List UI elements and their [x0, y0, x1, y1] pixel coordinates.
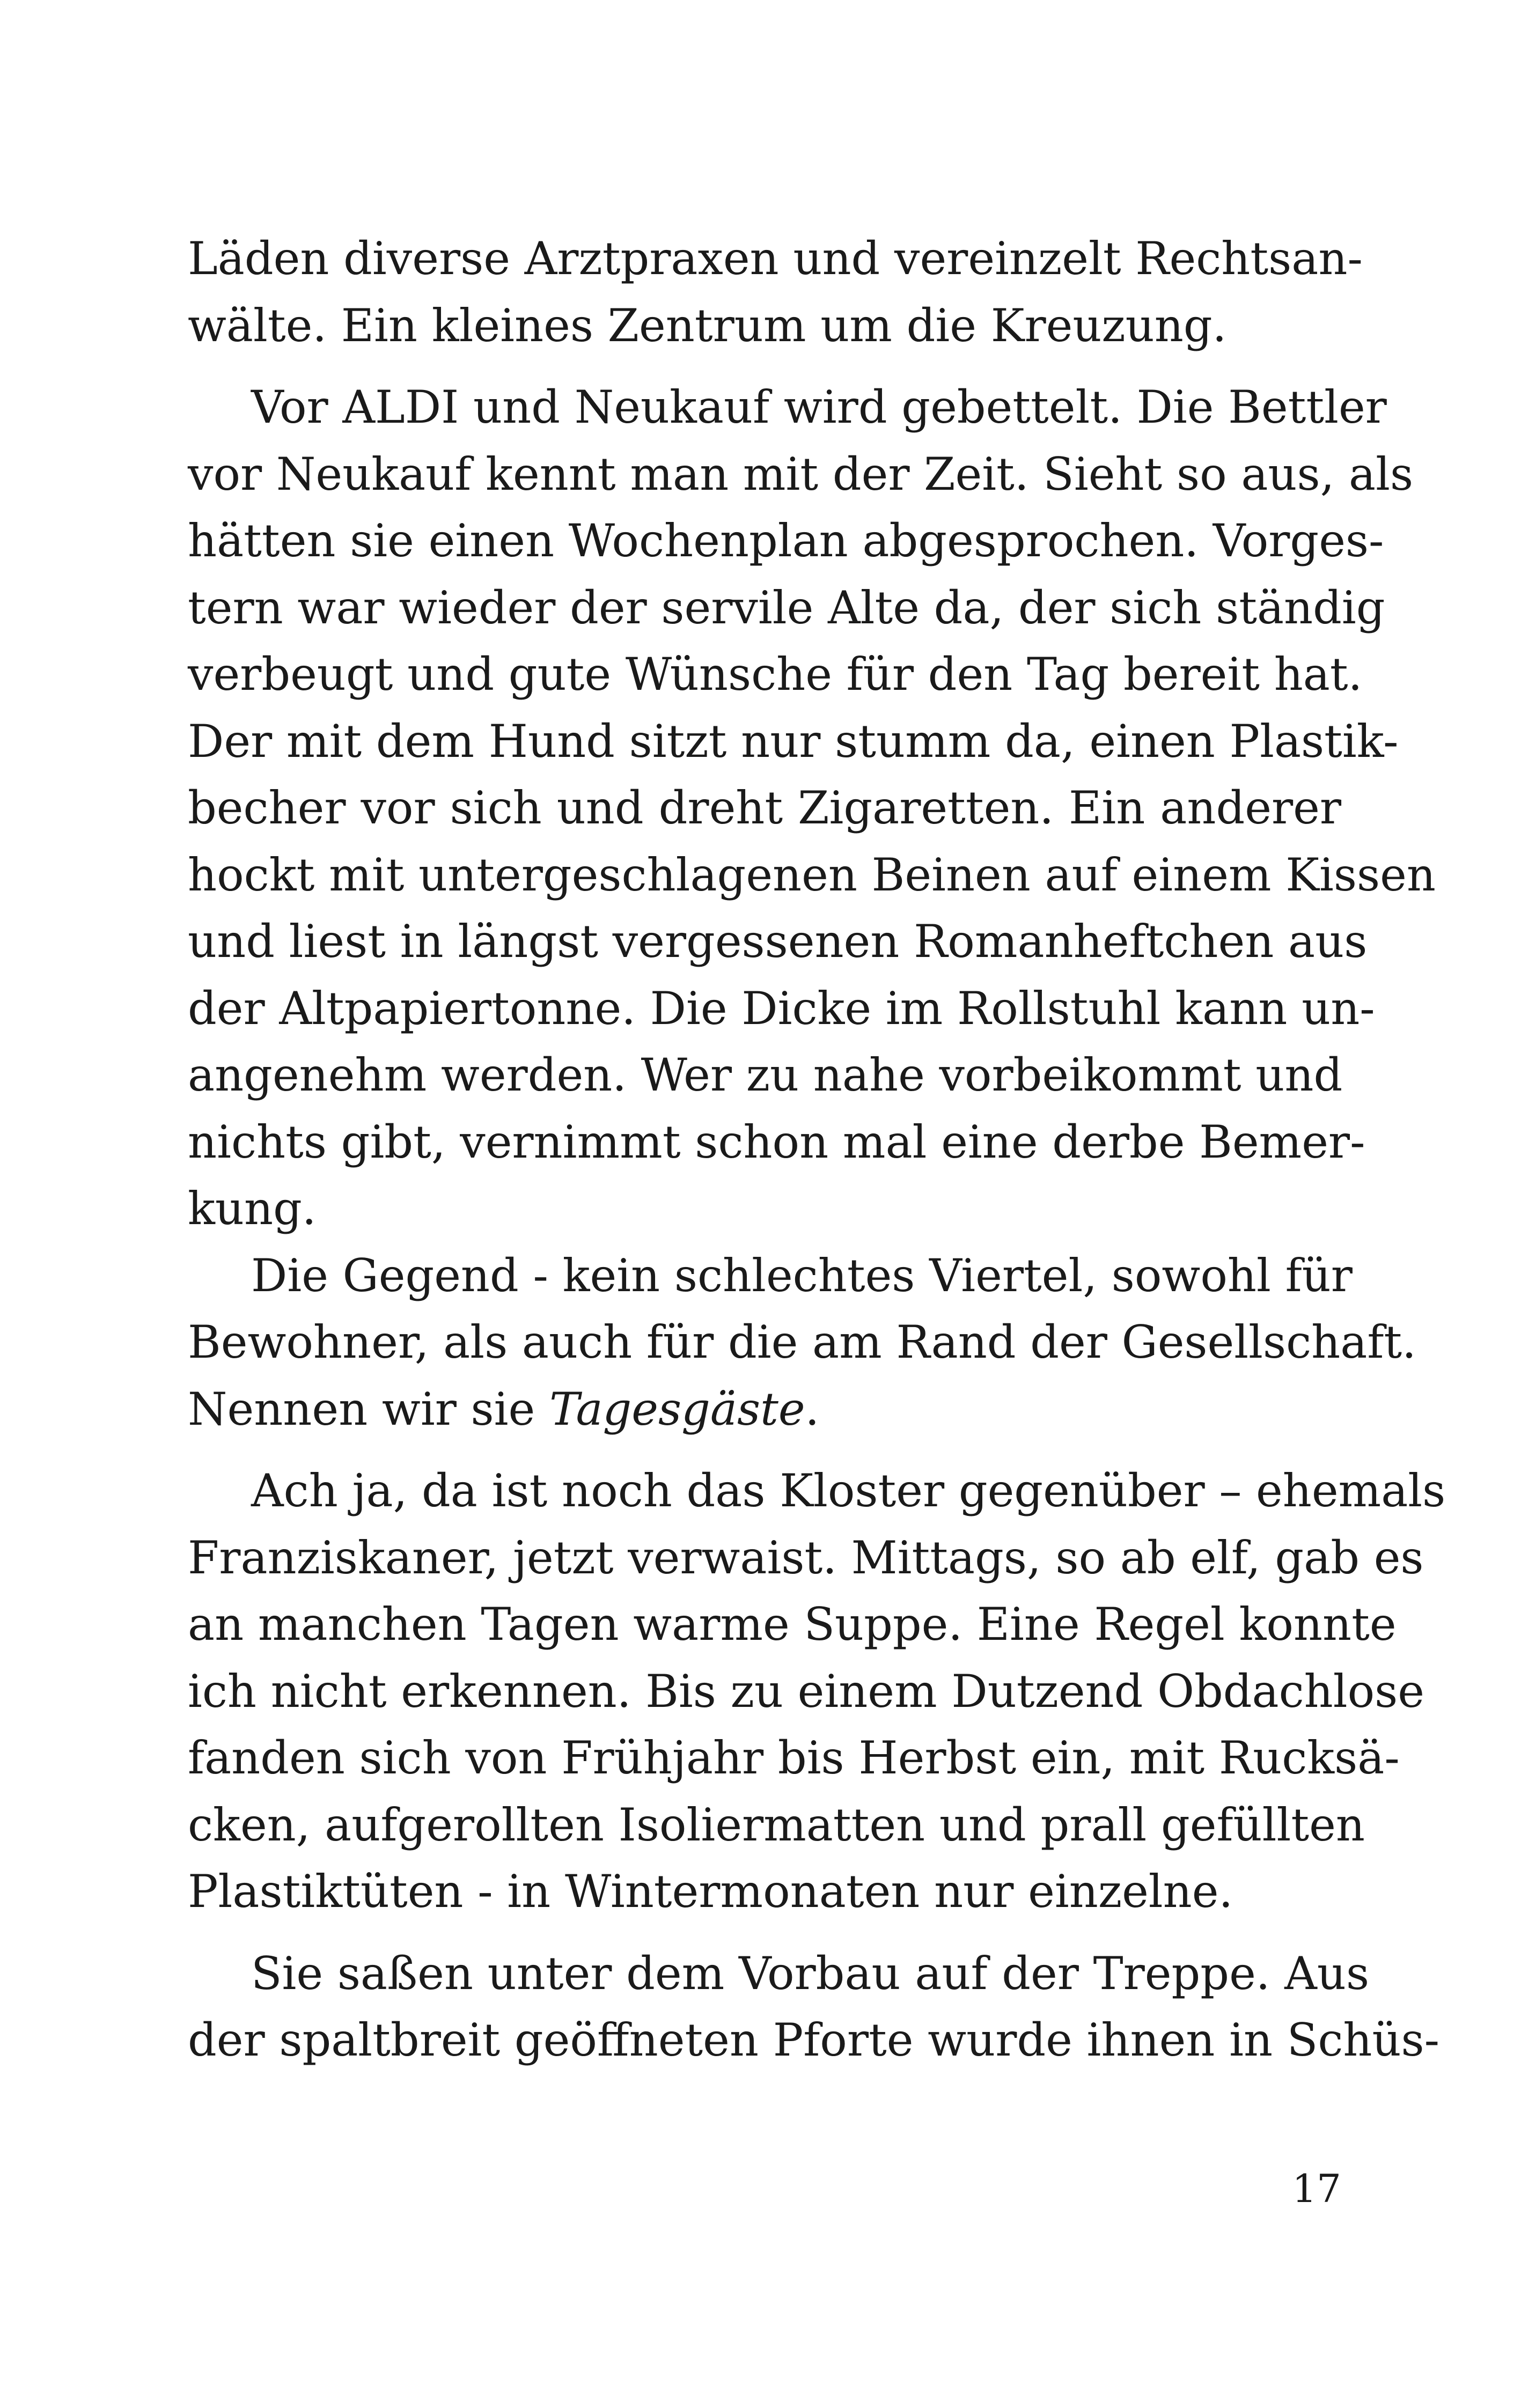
- italic-term: Tagesgäste: [549, 1382, 805, 1435]
- text-fragment: Nennen wir sie: [188, 1382, 549, 1435]
- text-line: Vor ALDI und Neukauf wird gebettelt. Die Bettler: [251, 381, 1387, 433]
- text-line: und liest in längst vergessenen Romanheftchen aus: [188, 915, 1368, 968]
- text-line: vor Neukauf kennt man mit der Zeit. Sieht so aus, als: [188, 447, 1414, 500]
- page-number: 17: [1292, 2166, 1341, 2211]
- body-text: [188, 225, 1446, 2074]
- text-line: Ach ja, da ist noch das Kloster gegenüber – ehemals: [251, 1464, 1446, 1517]
- text-line: Franziskaner, jetzt verwaist. Mittags, so ab elf, gab es: [188, 1531, 1424, 1584]
- text-line: der Altpapiertonne. Die Dicke im Rollstuhl kann un-: [188, 982, 1375, 1035]
- text-line: wälte. Ein kleines Zentrum um die Kreuzung.: [188, 299, 1227, 352]
- text-line: tern war wieder der servile Alte da, der sich ständig: [188, 581, 1385, 634]
- text-line: Der mit dem Hund sitzt nur stumm da, einen Plastik-: [188, 715, 1399, 768]
- text-line: verbeugt und gute Wünsche für den Tag bereit hat.: [188, 648, 1363, 701]
- text-line: ich nicht erkennen. Bis zu einem Dutzend Obdachlose: [188, 1665, 1424, 1718]
- text-line: becher vor sich und dreht Zigaretten. Ein anderer: [188, 782, 1341, 834]
- paragraph-gap: [188, 1442, 1341, 1457]
- paragraph-gap: [188, 1925, 1341, 1940]
- paragraph-gap: [188, 359, 1341, 374]
- text-line: fanden sich von Frühjahr bis Herbst ein, mit Rucksä-: [188, 1732, 1400, 1784]
- text-line: Bewohner, als auch für die am Rand der Gesellschaft.: [188, 1316, 1416, 1368]
- text-line: Läden diverse Arztpraxen und vereinzelt Rechtsan-: [188, 232, 1363, 285]
- text-line: hockt mit untergeschlagenen Beinen auf einem Kissen: [188, 848, 1436, 901]
- text-line: nichts gibt, vernimmt schon mal eine derbe Bemer-: [188, 1115, 1365, 1168]
- text-line: cken, aufgerollten Isoliermatten und prall gefüllten: [188, 1798, 1365, 1851]
- text-line: hätten sie einen Wochenplan abgesprochen. Vorges-: [188, 514, 1384, 567]
- text-line: Plastiktüten - in Wintermonaten nur einzelne.: [188, 1865, 1233, 1918]
- text-line: Sie saßen unter dem Vorbau auf der Treppe. Aus: [251, 1947, 1370, 2000]
- text-line: kung.: [188, 1182, 317, 1235]
- text-line: Die Gegend - kein schlechtes Viertel, sowohl für: [251, 1249, 1353, 1302]
- text-line: an manchen Tagen warme Suppe. Eine Regel konnte: [188, 1598, 1397, 1651]
- text-fragment: .: [805, 1382, 820, 1435]
- text-line: der spaltbreit geöffneten Pforte wurde ihnen in Schüs-: [188, 2014, 1440, 2066]
- text-line-with-italic: [188, 1376, 1341, 1443]
- text-line: angenehm werden. Wer zu nahe vorbeikommt und: [188, 1049, 1343, 1101]
